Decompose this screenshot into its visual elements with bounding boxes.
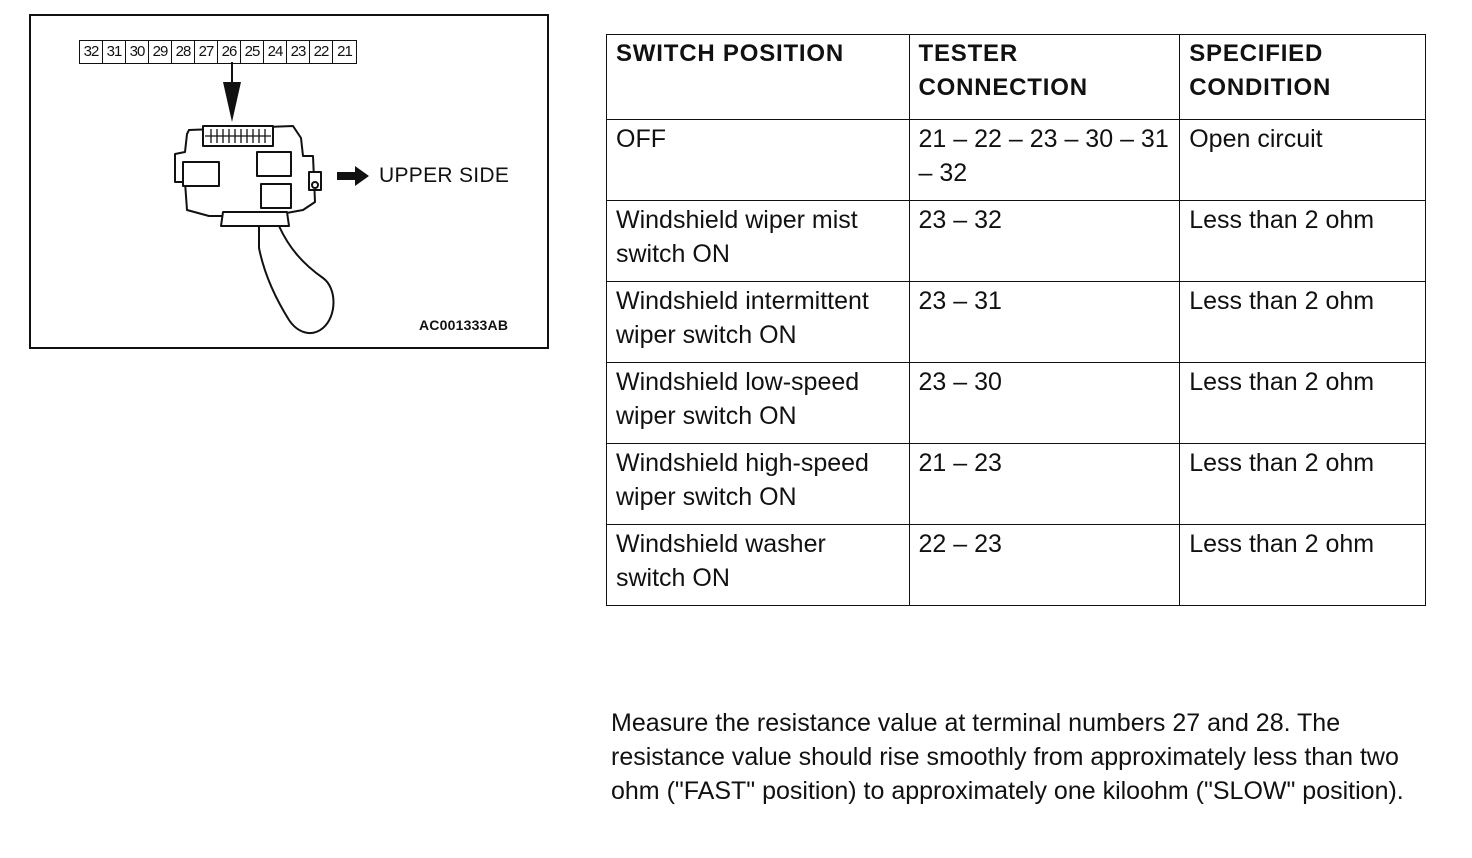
column-header: SWITCH POSITION: [607, 35, 910, 120]
column-header: TESTER CONNECTION: [909, 35, 1180, 120]
terminal-number: 31: [103, 41, 126, 63]
table-header-row: [607, 35, 1426, 120]
switch-test-table: [606, 34, 1426, 606]
tester-connection-cell: 23 – 31: [909, 282, 1180, 363]
table-row: [607, 120, 1426, 201]
specified-condition-cell: Open circuit: [1180, 120, 1426, 201]
direction-label: UPPER SIDE: [379, 164, 510, 187]
terminal-number: 32: [80, 41, 103, 63]
terminal-number: 29: [149, 41, 172, 63]
table-row: [607, 363, 1426, 444]
switch-position-cell: Windshield wiper mist switch ON: [607, 201, 910, 282]
terminal-number: 26: [218, 41, 241, 63]
tester-connection-cell: 21 – 22 – 23 – 30 – 31 – 32: [909, 120, 1180, 201]
terminal-number: 24: [264, 41, 287, 63]
switch-position-cell: Windshield intermittent wiper switch ON: [607, 282, 910, 363]
specified-condition-cell: Less than 2 ohm: [1180, 444, 1426, 525]
tester-connection-cell: 23 – 30: [909, 363, 1180, 444]
terminal-number: 25: [241, 41, 264, 63]
terminal-number: 28: [172, 41, 195, 63]
switch-position-cell: OFF: [607, 120, 910, 201]
terminal-number: 22: [310, 41, 333, 63]
specified-condition-cell: Less than 2 ohm: [1180, 363, 1426, 444]
specified-condition-cell: Less than 2 ohm: [1180, 201, 1426, 282]
switch-figure: [29, 14, 549, 349]
table-row: [607, 525, 1426, 606]
terminal-number: 23: [287, 41, 310, 63]
switch-position-cell: Windshield high-speed wiper switch ON: [607, 444, 910, 525]
right-arrow-icon: [337, 166, 369, 186]
table-row: [607, 282, 1426, 363]
tester-connection-cell: 22 – 23: [909, 525, 1180, 606]
switch-position-cell: Windshield washer switch ON: [607, 525, 910, 606]
tester-connection-cell: 23 – 32: [909, 201, 1180, 282]
tester-connection-cell: 21 – 23: [909, 444, 1180, 525]
column-header: SPECIFIED CONDITION: [1180, 35, 1426, 120]
resistance-note: Measure the resistance value at terminal numbers 27 and 28. The resistance value should rise smoothly from approximately less than two ohm ("FAST" position) to approximately one kiloohm ("SLOW" position).: [611, 709, 1404, 805]
specified-condition-cell: Less than 2 ohm: [1180, 282, 1426, 363]
figure-code: AC001333AB: [419, 317, 509, 333]
terminal-number: 27: [195, 41, 218, 63]
switch-body: [175, 126, 334, 333]
switch-position-cell: Windshield low-speed wiper switch ON: [607, 363, 910, 444]
terminal-number: 30: [126, 41, 149, 63]
table-row: [607, 201, 1426, 282]
pointer-arrowhead: [223, 82, 241, 122]
table-row: [607, 444, 1426, 525]
terminal-number: 21: [337, 43, 352, 60]
specified-condition-cell: Less than 2 ohm: [1180, 525, 1426, 606]
